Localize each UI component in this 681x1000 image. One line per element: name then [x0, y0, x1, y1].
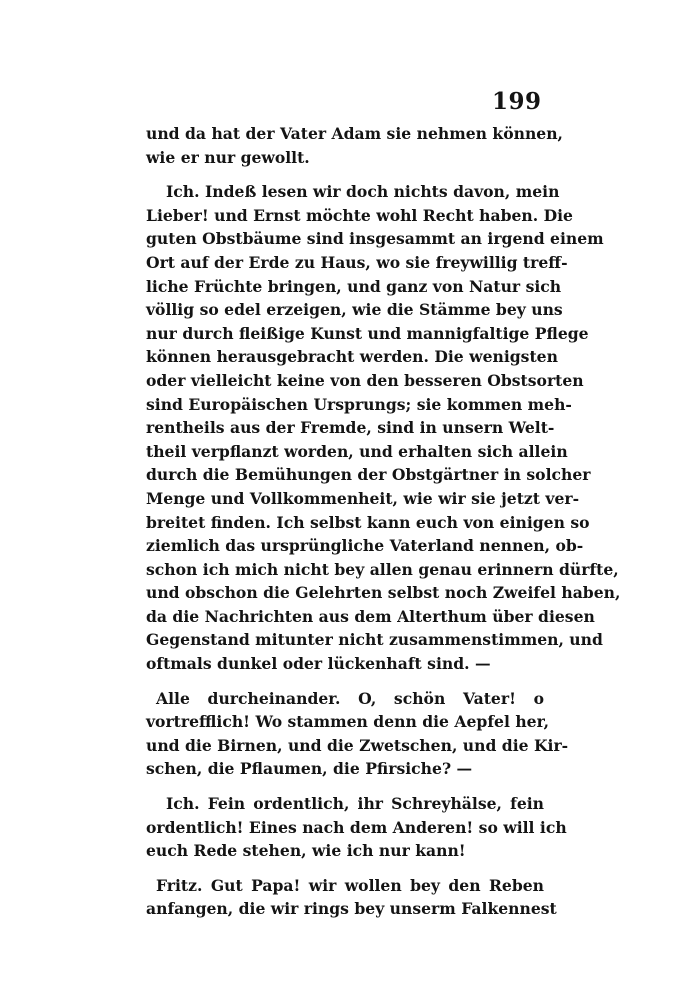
text-line: nur durch fleißige Kunst und mannigfaltige Pflege	[146, 323, 589, 343]
text-line: schen, die Pflaumen, die Pfirsiche? —	[146, 759, 473, 779]
body-text	[146, 122, 621, 921]
text-line: ziemlich das ursprüngliche Vaterland nennen, ob-	[146, 536, 584, 556]
text-line: oder vielleicht keine von den besseren Obstsorten	[146, 370, 584, 390]
text-line: und da hat der Vater Adam sie nehmen können,	[146, 124, 563, 143]
text-line: anfangen, die wir rings bey unserm Falkennest	[146, 899, 557, 919]
text-line: Lieber! und Ernst möchte wohl Recht haben. Die	[146, 205, 573, 225]
text-line: guten Obstbäume sind insgesammt an irgend einem	[146, 229, 604, 249]
text-line: da die Nachrichten aus dem Alterthum über diesen	[146, 606, 595, 626]
text-line: theil verpflanzt worden, und erhalten sich allein	[146, 441, 568, 461]
text-line: schon ich mich nicht bey allen genau erinnern dürfte,	[146, 559, 619, 579]
text-line: können herausgebracht werden. Die wenigsten	[146, 347, 558, 367]
text-line: breitet finden. Ich selbst kann euch von einigen so	[146, 512, 590, 532]
text-line: und obschon die Gelehrten selbst noch Zweifel haben,	[146, 583, 621, 603]
text-line: sind Europäischen Ursprungs; sie kommen meh-	[146, 394, 572, 414]
text-line: oftmals dunkel oder lückenhaft sind. —	[146, 654, 491, 674]
text-line: euch Rede stehen, wie ich nur kann!	[146, 841, 466, 861]
text-line: vortrefflich! Wo stammen denn die Aepfel her,	[146, 712, 550, 732]
paragraph-ich-1	[146, 180, 621, 675]
text-line: wie er nur gewollt.	[146, 147, 310, 167]
text-line: Fritz. Gut Papa! wir wollen bey den Reben	[156, 875, 544, 895]
text-line: Ich. Indeß lesen wir doch nichts davon, mein	[166, 182, 560, 202]
paragraph-continuation	[146, 122, 563, 169]
text-line: Menge und Vollkommenheit, wie wir sie jetzt ver-	[146, 488, 580, 508]
text-line: Ort auf der Erde zu Haus, wo sie freywillig treff-	[146, 252, 568, 272]
paragraph-ich-2	[146, 792, 567, 863]
text-line: rentheils aus der Fremde, sind in unsern Welt-	[146, 418, 555, 438]
page-number: 199	[492, 88, 542, 115]
text-line: und die Birnen, und die Zwetschen, und die Kir-	[146, 735, 569, 755]
text-line: Gegenstand mitunter nicht zusammenstimmen, und	[146, 630, 603, 650]
text-line: ordentlich! Eines nach dem Anderen! so will ich	[146, 817, 567, 837]
text-line: Ich. Fein ordentlich, ihr Schreyhälse, fein	[166, 794, 544, 814]
text-line: liche Früchte bringen, und ganz von Natur sich	[146, 276, 562, 296]
paragraph-alle	[146, 687, 569, 781]
text-line: durch die Bemühungen der Obstgärtner in solcher	[146, 465, 591, 485]
text-line: völlig so edel erzeigen, wie die Stämme bey uns	[146, 300, 563, 320]
paragraph-fritz	[146, 874, 557, 921]
text-line: Alle durcheinander. O, schön Vater! o	[156, 688, 544, 708]
